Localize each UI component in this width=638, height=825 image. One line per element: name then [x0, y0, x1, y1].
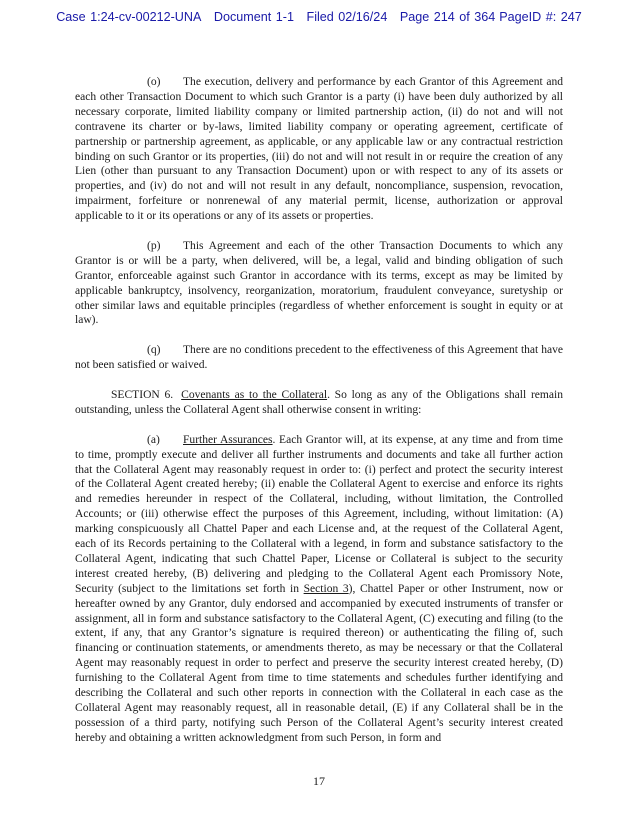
paragraph-a: [75, 433, 563, 746]
paragraph-label: (q): [147, 344, 161, 357]
document-number: Document 1-1: [213, 10, 294, 24]
paragraph-label: (p): [147, 239, 161, 252]
paragraph-q: [75, 343, 563, 373]
paragraph-text-continued: ), Chattel Paper or other Instrument, now or hereafter owned by any Grantor, duly endorsed and accompanied by executed instruments of transfer or assignment, all in form and substance satisfactory to the Collateral Agent, (C) executing and filing (to the extent, if any, that any Grantor’s signature is required thereon) or authenticating the filing of, such financing or continuation statements, or amendments thereto, as may be necessary or that the Collateral Agent may reasonably request in order to perfect and preserve the security interest created hereby, (D) furnishing to the Collateral Agent from time to time statements and schedules further identifying and describing the Collateral and such other reports in connection with the Collateral in each case as the Collateral Agent may reasonably request, all in reasonable detail, (E) if any Collateral shall be in the possession of a third party, notifying such Person of the Collateral Agent’s security interest created hereby and obtaining a written acknowledgment from such Person, in form and: [75, 582, 563, 744]
court-filing-header: [0, 10, 638, 24]
paragraph-text: This Agreement and each of the other Transaction Documents to which any Grantor is or will be a party, when delivered, will be, a legal, valid and binding obligation of such Grantor, enforceable against such Grantor in accordance with its terms, except as may be limited by applicable bankruptcy, insolvency, reorganization, moratorium, fraudulent conveyance, suretyship or other similar laws and equitable principles (regardless of whether enforcement is sought in equity or at law).: [75, 239, 563, 327]
section-6: [75, 388, 563, 418]
paragraph-o: [75, 75, 563, 224]
paragraph-label: (a): [147, 433, 160, 446]
filed-date: Filed 02/16/24: [306, 10, 388, 24]
section-text: . So long as any of the Obligations shall remain outstanding, unless the Collateral Agent shall otherwise consent in writing:: [75, 388, 564, 416]
paragraph-p: [75, 239, 563, 328]
page-count: Page 214 of 364: [399, 10, 496, 24]
document-body: [75, 75, 563, 761]
case-number: Case 1:24-cv-00212-UNA: [56, 10, 202, 24]
paragraph-text: . Each Grantor will, at its expense, at any time and from time to time, promptly execute and deliver all further instruments and documents and take all further action that the Collateral Agent may reasonably request in order to: (i) perfect and protect the security interest of the Collateral Agent created hereby; (ii) enable the Collateral Agent to exercise and enforce its rights and remedies hereunder in respect of the Collateral, including, without limitation, the Controlled Accounts; or (iii) otherwise effect the purposes of this Agreement, including, without limitation: (A) marking conspicuously all Chattel Paper and each License and, at the request of the Collateral Agent, each of its Records pertaining to the Collateral with a legend, in form and substance satisfactory to the Collateral Agent, indicating that such Chattel Paper, License or Collateral is subject to the security interest created hereby, (B) delivering and pledging to the Collateral Agent each Promissory Note, Security (subject to the limitations set forth in: [75, 433, 563, 595]
section-label: SECTION 6.: [111, 388, 174, 401]
paragraph-text: There are no conditions precedent to the effectiveness of this Agreement that have not been satisfied or waived.: [75, 344, 563, 372]
paragraph-label: (o): [147, 76, 161, 88]
page-number: 17: [313, 774, 325, 788]
paragraph-title: Further Assurances: [183, 433, 273, 446]
page-id: PageID #: 247: [499, 10, 582, 24]
section-reference: Section 3: [303, 582, 349, 595]
paragraph-text: The execution, delivery and performance by each Grantor of this Agreement and each other Transaction Document to which such Grantor is a party (i) have been duly authorized by all necessary corporate, limited liability company or limited partnership action, (ii) do not and will not contravene its charter or by-laws, limited liability company or operating agreement, certificate of partnership or partnership agreement, as applicable, or any applicable law or any contractual restriction binding on such Grantor or its properties, (iii) do not and will not result in or require the creation of any Lien (other than pursuant to any Transaction Document) upon or with respect to any of its assets or properties, and (iv) do not and will not result in any default, noncompliance, suspension, revocation, impairment, forfeiture or nonrenewal of any material permit, license, authorization or approval applicable to it or its operations or any of its assets or properties.: [75, 76, 563, 223]
section-title: Covenants as to the Collateral: [181, 388, 328, 401]
